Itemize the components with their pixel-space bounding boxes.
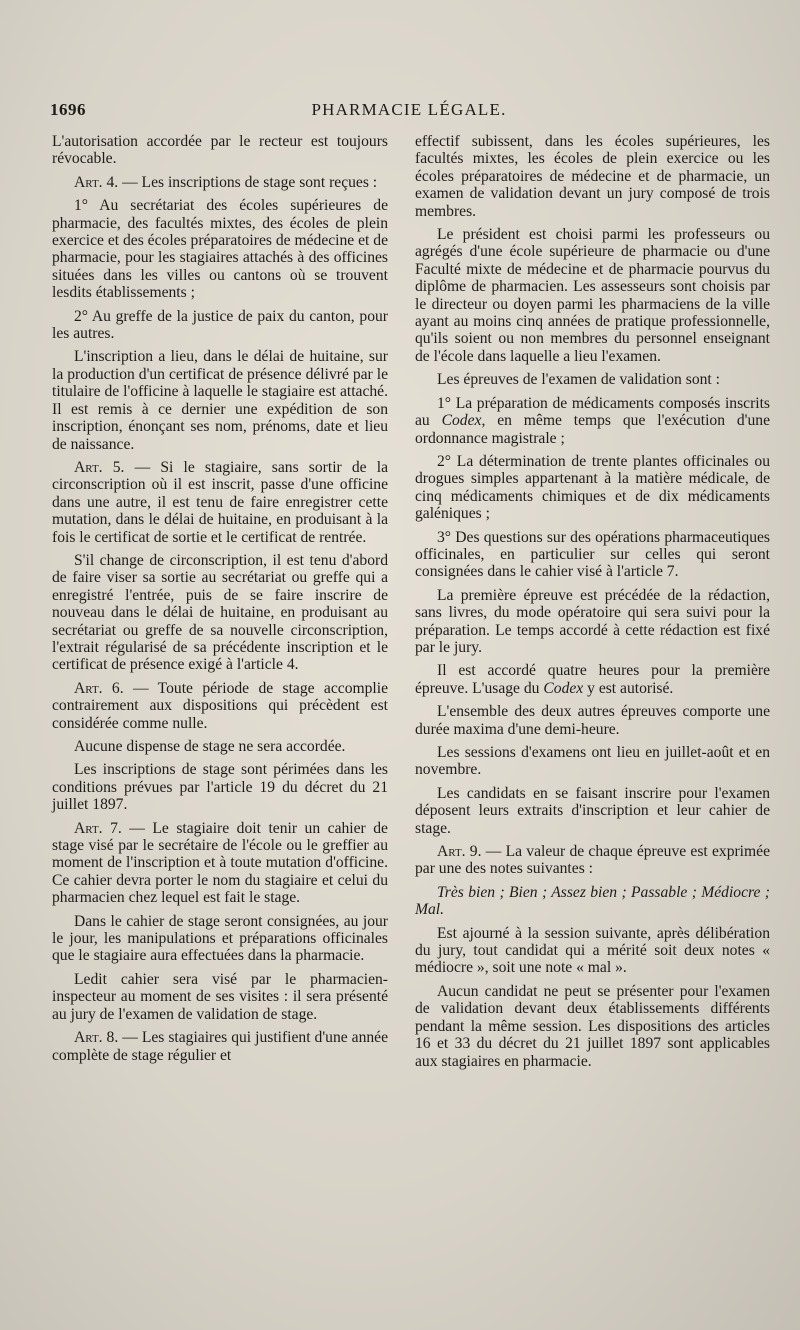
text-run: y est autorisé. [583, 679, 674, 697]
text-run: , en même temps que l'exécution d'une ordonnance magistrale ; [415, 412, 770, 447]
article-7 [52, 820, 388, 907]
article-text: — Les stagiaires qui justifient d'une année complète de stage régulier et [52, 1029, 389, 1064]
grade-notes: Très bien ; Bien ; Assez bien ; Passable ; Médiocre ; Mal. [415, 883, 770, 919]
article-text: — Les inscriptions de stage sont reçues : [122, 173, 378, 191]
article-label: Art. 4. [74, 173, 119, 191]
paragraph: Le président est choisi parmi les professeurs ou agrégés d'une école supérieure de pharmacie ou d'une Faculté mixte de médecine et de pharmacie pourvus du diplôme de pharmacien. Les assesseurs sont choisis par le directeur ou doyen parmi les pharmaciens de la ville ayant au moins cinq années de pratique professionnelle, qu'ils soient ou non membres du personnel enseignant de l'école dans laquelle a lieu l'examen. [415, 226, 770, 365]
article-text: — Le stagiaire doit tenir un cahier de stage visé par le secrétaire de l'école ou le greffier au moment de l'inscription et à toute mutation d'officine. Ce cahier devra porter le nom du stagiaire et celui du pharmacien chez lequel est fait le stage. [52, 819, 388, 907]
article-label: Art. 5. [74, 458, 125, 476]
article-text: — La valeur de chaque épreuve est exprimée par une des notes suivantes : [415, 843, 770, 878]
left-column [52, 133, 388, 1070]
article-label: Art. 7. [74, 819, 122, 837]
right-column [415, 133, 770, 1076]
page-header [50, 100, 768, 124]
paragraph: 1° Au secrétariat des écoles supérieures de pharmacie, des facultés mixtes, des écoles de plein exercice et des écoles préparatoires de médecine et de pharmacie, pour les stagiaires attachés à des officines situées dans les villes ou cantons où se trouvent lesdits établissements ; [52, 197, 388, 302]
paragraph: La première épreuve est précédée de la rédaction, sans livres, du mode opératoire qui sera suivi pour la préparation. Le temps accordé à cette rédaction est fixé par le jury. [415, 586, 770, 656]
paragraph: Est ajourné à la session suivante, après délibération du jury, tout candidat qui a mérité soit deux notes « médiocre », soit une note « mal ». [415, 924, 770, 977]
article-5 [52, 459, 388, 546]
article-label: Art. 8. [74, 1029, 119, 1047]
article-label: Art. 6. [74, 679, 124, 697]
article-9 [415, 843, 770, 878]
text-run: 1° La préparation de médicaments composés inscrits au [415, 394, 770, 430]
paragraph: S'il change de circonscription, il est tenu d'abord de faire viser sa sortie au secrétariat ou greffe qui a enregistré l'entrée, puis de se faire inscrire de nouveau dans le délai de huitaine, en produisant au secrétariat ou greffe de sa nouvelle circonscription, l'extrait régularisé de sa précédente inscription et le certificat de présence exigé à l'article 4. [52, 551, 388, 674]
paragraph: L'ensemble des deux autres épreuves comporte une durée maxima d'une demi-heure. [415, 703, 770, 738]
paragraph: Les sessions d'examens ont lieu en juillet-août et en novembre. [415, 744, 770, 779]
paragraph: Les épreuves de l'examen de validation sont : [437, 371, 720, 389]
paragraph: effectif subissent, dans les écoles supérieures, les facultés mixtes, les écoles de plein exercice ou les écoles préparatoires de médecine et de pharmacie, un examen de validation devant un jury composé de trois membres. [415, 133, 770, 220]
paragraph: Les inscriptions de stage sont périmées dans les conditions prévues par l'article 19 du décret du 21 juillet 1897. [52, 761, 388, 814]
paragraph: Aucun candidat ne peut se présenter pour l'examen de validation devant deux établissements différents pendant la même session. Les dispositions des articles 16 et 33 du décret du 21 juillet 1897 sont applicables aux stagiaires en pharmacie. [415, 982, 770, 1070]
article-label: Art. 9. [437, 843, 482, 861]
paragraph [415, 662, 770, 697]
article-8 [52, 1029, 388, 1064]
paragraph: L'inscription a lieu, dans le délai de huitaine, sur la production d'un certificat de présence délivré par le titulaire de l'officine à laquelle le stagiaire est attaché. Il est remis à ce dernier une expédition de son inscription, énonçant ses nom, prénoms, date et lieu de naissance. [52, 348, 388, 453]
article-6 [52, 680, 388, 732]
codex-italic: Codex [441, 412, 482, 430]
paragraph: L'autorisation accordée par le recteur est toujours révocable. [52, 133, 388, 168]
running-title: PHARMACIE LÉGALE. [311, 100, 507, 119]
paragraph: Ledit cahier sera visé par le pharmacien-inspecteur au moment de ses visites : il sera présenté au jury de l'examen de validation de stage. [52, 970, 388, 1023]
paragraph: 2° Au greffe de la justice de paix du canton, pour les autres. [52, 307, 388, 343]
paragraph: 2° La détermination de trente plantes officinales ou drogues simples appartenant à la matière médicale, de cinq médicaments chimiques et de dix médicaments galéniques ; [415, 452, 770, 523]
page-number: 1696 [50, 100, 86, 119]
codex-italic: Codex [543, 679, 584, 697]
paragraph: Dans le cahier de stage seront consignées, au jour le jour, les manipulations et préparations officinales que le stagiaire aura effectuées dans la pharmacie. [52, 912, 388, 965]
paragraph: Les candidats en se faisant inscrire pour l'examen déposent leurs extraits d'inscription et leur cahier de stage. [415, 784, 770, 837]
text-run: Il est accordé quatre heures pour la première épreuve. L'usage du [415, 662, 770, 697]
article-text: — Si le stagiaire, sans sortir de la circonscription où il est inscrit, passe d'une officine dans une autre, il est tenu de faire enregistrer cette mutation, dans le délai de huitaine, en produisant à la fois le certificat de sortie et le certificat de rentrée. [52, 458, 389, 546]
paragraph: Aucune dispense de stage ne sera accordée. [74, 738, 346, 755]
article-text: — Toute période de stage accomplie contrairement aux dispositions qui précèdent est considérée comme nulle. [52, 679, 388, 732]
paragraph: 3° Des questions sur des opérations pharmaceutiques officinales, en particulier sur celles qui seront consignées dans le cahier visé à l'article 7. [415, 528, 770, 581]
paragraph [415, 395, 770, 447]
article-4 [52, 174, 388, 191]
